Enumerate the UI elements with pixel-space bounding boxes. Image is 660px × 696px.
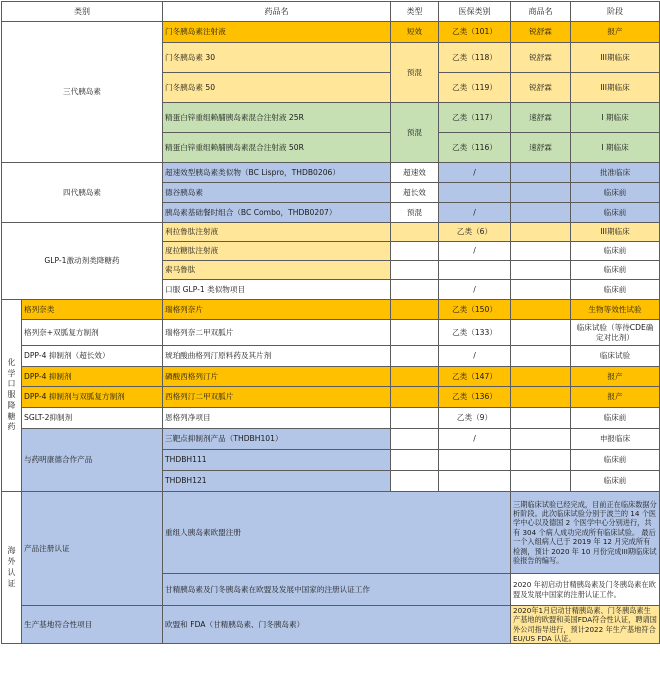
drug-name: 门冬胰岛素 30 xyxy=(163,43,391,73)
drug-name: 甘精胰岛素及门冬胰岛素在欧盟及发展中国家的注册认证工作 xyxy=(163,574,511,606)
stage: 临床试验 xyxy=(571,346,660,367)
insurance-class: 乙类（101） xyxy=(439,22,511,43)
insurance-class: 乙类（118） xyxy=(439,43,511,73)
subcategory: DPP-4 抑制剂 xyxy=(22,367,163,387)
stage: 临床前 xyxy=(571,408,660,429)
stage: 临床前 xyxy=(571,183,660,203)
stage: 临床前 xyxy=(571,203,660,223)
stage: 报产 xyxy=(571,22,660,43)
table-row xyxy=(2,320,660,346)
pipeline-table xyxy=(1,1,660,644)
brand-name: 速舒霖 xyxy=(511,103,571,133)
subcategory: SGLT-2抑制剂 xyxy=(22,408,163,429)
insurance-class: 乙类（133） xyxy=(439,320,511,346)
insurance-class: / xyxy=(439,429,511,450)
drug-type xyxy=(391,242,439,261)
drug-type xyxy=(391,429,439,450)
brand-name xyxy=(511,261,571,280)
stage: 临床前 xyxy=(571,242,660,261)
brand-name xyxy=(511,320,571,346)
category-chem: 化学口服降糖药 xyxy=(2,300,22,492)
drug-type: 超速效 xyxy=(391,163,439,183)
brand-name: 锐舒霖 xyxy=(511,22,571,43)
drug-type: 预混 xyxy=(391,103,439,163)
drug-name: 口服 GLP-1 类似物项目 xyxy=(163,280,391,300)
stage: 临床前 xyxy=(571,471,660,492)
insurance-class xyxy=(439,450,511,471)
insurance-class: 乙类（117） xyxy=(439,103,511,133)
drug-name: 琥珀酸曲格列汀原料药及其片剂 xyxy=(163,346,391,367)
stage: 批准临床 xyxy=(571,163,660,183)
stage-description: 2020年1月启动甘精胰岛素、门冬胰岛素生产基地的欧盟和美国FDA符合性认证，聘请国外公司指导进行，预计2022 年生产基地符合 EU/US FDA 认证。 xyxy=(511,606,660,644)
insurance-class: 乙类（9） xyxy=(439,408,511,429)
category-glp1: GLP-1激动剂类降糖药 xyxy=(2,223,163,300)
category-overseas: 海外认证 xyxy=(2,492,22,644)
drug-name: 超速效型胰岛素类似物（BC Lispro，THDB0206） xyxy=(163,163,391,183)
drug-name: 德谷胰岛素 xyxy=(163,183,391,203)
drug-type xyxy=(391,408,439,429)
insurance-class xyxy=(439,261,511,280)
brand-name xyxy=(511,242,571,261)
stage: 临床试验（等待CDE确定对比剂） xyxy=(571,320,660,346)
subcategory: 格列奈+双胍复方制剂 xyxy=(22,320,163,346)
stage-description: 三期临床试验已经完成，目前正在临床数据分析阶段。此次临床试验分别于波兰的 14 个医学中心以及德国 2 个医学中心分别进行，共有 304 个病人成功完成所有临床试验。 最后一个入组病人已于 2019 年 12 月完成所有检测，预计 2020 年 10 月份完成III期临床试验报告的编写。 xyxy=(511,492,660,574)
drug-name: 利拉鲁肽注射液 xyxy=(163,223,391,242)
insurance-class: 乙类（147） xyxy=(439,367,511,387)
drug-type xyxy=(391,471,439,492)
insurance-class: 乙类（6） xyxy=(439,223,511,242)
subcategory: DPP-4 抑制剂与双胍复方制剂 xyxy=(22,387,163,408)
subcategory: 格列奈类 xyxy=(22,300,163,320)
table-row xyxy=(2,387,660,408)
drug-name: 门冬胰岛素 50 xyxy=(163,73,391,103)
stage: III期临床 xyxy=(571,223,660,242)
drug-name: 磷酸西格列汀片 xyxy=(163,367,391,387)
drug-name: THDBH111 xyxy=(163,450,391,471)
stage: III期临床 xyxy=(571,43,660,73)
drug-name: 西格列汀二甲双胍片 xyxy=(163,387,391,408)
insurance-class: 乙类（119） xyxy=(439,73,511,103)
drug-name: 精蛋白锌重组赖脯胰岛素混合注射液 25R xyxy=(163,103,391,133)
drug-name: 瑞格列奈片 xyxy=(163,300,391,320)
drug-name: 三靶点抑制剂产品（THDBH101） xyxy=(163,429,391,450)
brand-name xyxy=(511,367,571,387)
drug-type xyxy=(391,450,439,471)
drug-type: 预混 xyxy=(391,43,439,103)
stage: 报产 xyxy=(571,367,660,387)
stage: I 期临床 xyxy=(571,133,660,163)
insurance-class: 乙类（136） xyxy=(439,387,511,408)
drug-type xyxy=(391,367,439,387)
drug-name: 恩格列净项目 xyxy=(163,408,391,429)
header-brand: 商品名 xyxy=(511,2,571,22)
header-row xyxy=(2,2,660,22)
stage: 临床前 xyxy=(571,261,660,280)
insurance-class: / xyxy=(439,203,511,223)
brand-name xyxy=(511,346,571,367)
brand-name: 速舒霖 xyxy=(511,133,571,163)
insurance-class xyxy=(439,471,511,492)
drug-name: 胰岛素基础餐时组合（BC Combo，THDB0207） xyxy=(163,203,391,223)
drug-type xyxy=(391,261,439,280)
stage: 临床前 xyxy=(571,450,660,471)
drug-type xyxy=(391,346,439,367)
brand-name: 锐舒霖 xyxy=(511,43,571,73)
brand-name xyxy=(511,203,571,223)
brand-name xyxy=(511,450,571,471)
header-stage: 阶段 xyxy=(571,2,660,22)
brand-name xyxy=(511,429,571,450)
subcategory: 生产基地符合性项目 xyxy=(22,606,163,644)
drug-type xyxy=(391,223,439,242)
drug-type: 短效 xyxy=(391,22,439,43)
table-row xyxy=(2,223,660,242)
table-row xyxy=(2,22,660,43)
table-row xyxy=(2,606,660,644)
insurance-class xyxy=(439,183,511,203)
drug-name: 重组人胰岛素欧盟注册 xyxy=(163,492,511,574)
table-row xyxy=(2,300,660,320)
insurance-class: / xyxy=(439,163,511,183)
stage-description: 2020 年初启动甘精胰岛素及门冬胰岛素在欧盟及发展中国家的注册认证工作。 xyxy=(511,574,660,606)
drug-type: 预混 xyxy=(391,203,439,223)
insurance-class: 乙类（116） xyxy=(439,133,511,163)
drug-type xyxy=(391,320,439,346)
drug-name: 欧盟和 FDA（甘精胰岛素、门冬胰岛素） xyxy=(163,606,511,644)
brand-name xyxy=(511,408,571,429)
drug-type xyxy=(391,280,439,300)
brand-name xyxy=(511,387,571,408)
header-insurance: 医保类别 xyxy=(439,2,511,22)
table-row xyxy=(2,367,660,387)
insurance-class: / xyxy=(439,346,511,367)
insurance-class: / xyxy=(439,242,511,261)
stage: 临床前 xyxy=(571,280,660,300)
subcategory: 与药明康德合作产品 xyxy=(22,429,163,492)
stage: I 期临床 xyxy=(571,103,660,133)
category-gen3: 三代胰岛素 xyxy=(2,22,163,163)
drug-name: 索马鲁肽 xyxy=(163,261,391,280)
insurance-class: / xyxy=(439,280,511,300)
brand-name xyxy=(511,280,571,300)
stage: 申报临床 xyxy=(571,429,660,450)
table-row xyxy=(2,408,660,429)
brand-name xyxy=(511,223,571,242)
drug-name: 度拉糖肽注射液 xyxy=(163,242,391,261)
drug-type: 超长效 xyxy=(391,183,439,203)
subcategory: 产品注册认证 xyxy=(22,492,163,606)
subcategory: DPP-4 抑制剂（超长效） xyxy=(22,346,163,367)
category-gen4: 四代胰岛素 xyxy=(2,163,163,223)
drug-name: 瑞格列奈二甲双胍片 xyxy=(163,320,391,346)
table-row xyxy=(2,492,660,574)
drug-name: 精蛋白锌重组赖脯胰岛素混合注射液 50R xyxy=(163,133,391,163)
stage: 报产 xyxy=(571,387,660,408)
brand-name xyxy=(511,183,571,203)
drug-name: THDBH121 xyxy=(163,471,391,492)
drug-type xyxy=(391,387,439,408)
brand-name: 锐舒霖 xyxy=(511,73,571,103)
brand-name xyxy=(511,300,571,320)
brand-name xyxy=(511,163,571,183)
stage: 生物等效性试验 xyxy=(571,300,660,320)
insurance-class: 乙类（150） xyxy=(439,300,511,320)
brand-name xyxy=(511,471,571,492)
drug-name: 门冬胰岛素注射液 xyxy=(163,22,391,43)
stage: III期临床 xyxy=(571,73,660,103)
drug-type xyxy=(391,300,439,320)
table-row xyxy=(2,429,660,450)
table-row xyxy=(2,163,660,183)
header-drug: 药品名 xyxy=(163,2,391,22)
header-category: 类别 xyxy=(2,2,163,22)
header-type: 类型 xyxy=(391,2,439,22)
table-row xyxy=(2,346,660,367)
